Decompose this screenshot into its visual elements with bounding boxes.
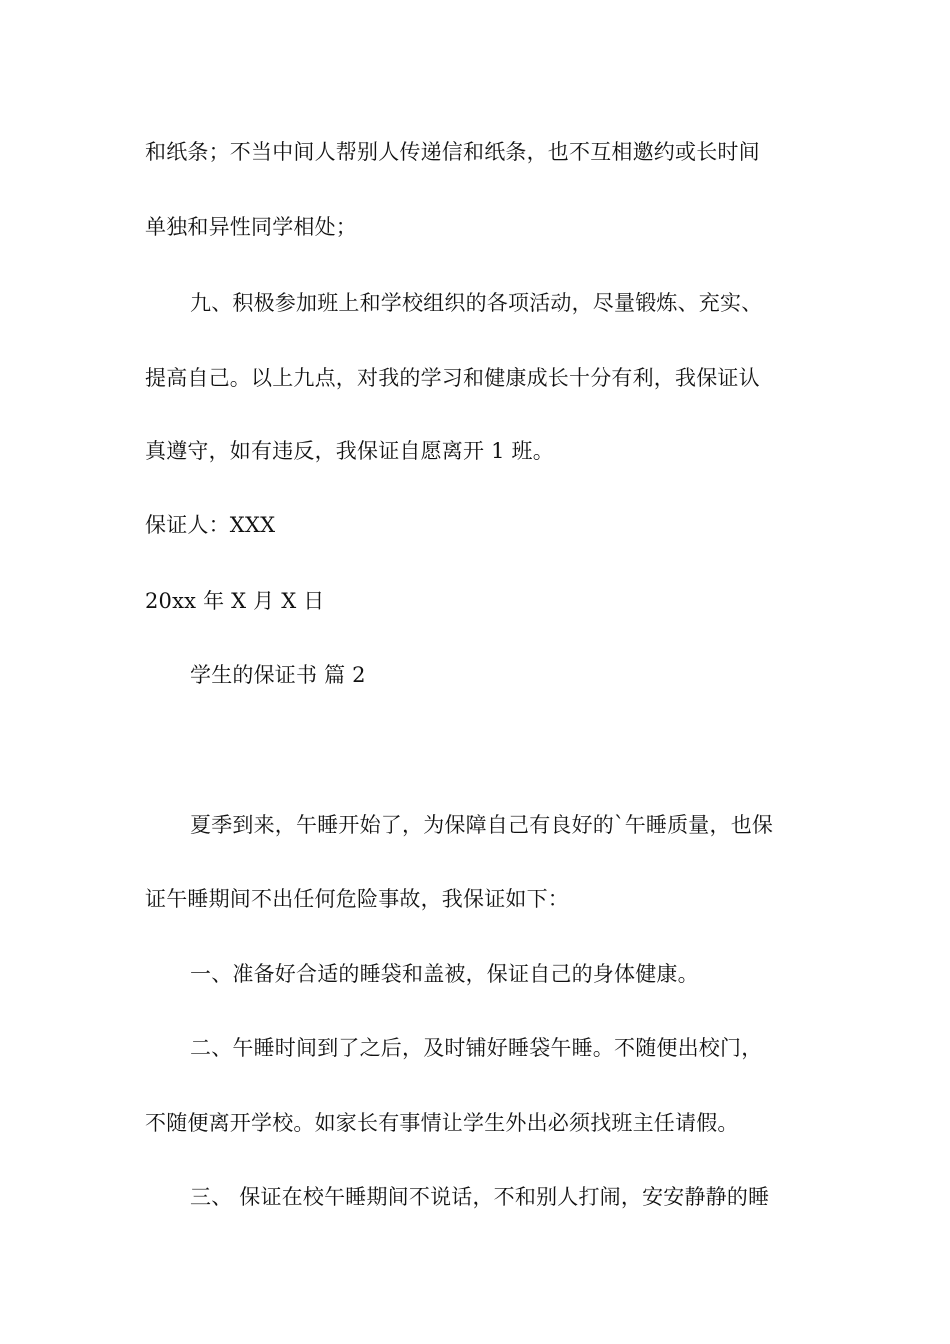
paragraph-line: 和纸条；不当中间人帮别人传递信和纸条，也不互相邀约或长时间 [145,140,760,164]
guarantor-signature: 保证人：XXX [145,513,276,537]
paragraph-line: 提高自己。以上九点，对我的学习和健康成长十分有利，我保证认 [145,366,760,390]
paragraph-line: 二、午睡时间到了之后，及时铺好睡袋午睡。不随便出校门， [190,1036,763,1060]
paragraph-line: 不随便离开学校。如家长有事情让学生外出必须找班主任请假。 [145,1111,739,1135]
paragraph-line: 夏季到来，午睡开始了，为保障自己有良好的`午睡质量，也保 [190,813,774,837]
date-line: 20xx 年 X 月 X 日 [145,589,325,613]
paragraph-line: 单独和异性同学相处； [145,215,357,239]
paragraph-line: 一、准备好合适的睡袋和盖被，保证自己的身体健康。 [190,962,699,986]
paragraph-line: 九、积极参加班上和学校组织的各项活动，尽量锻炼、充实、 [190,291,763,315]
section-heading: 学生的保证书 篇 2 [190,663,366,687]
paragraph-line: 真遵守，如有违反，我保证自愿离开 1 班。 [145,439,554,463]
paragraph-line: 三、 保证在校午睡期间不说话，不和别人打闹，安安静静的睡 [190,1185,770,1209]
paragraph-line: 证午睡期间不出任何危险事故，我保证如下： [145,887,569,911]
